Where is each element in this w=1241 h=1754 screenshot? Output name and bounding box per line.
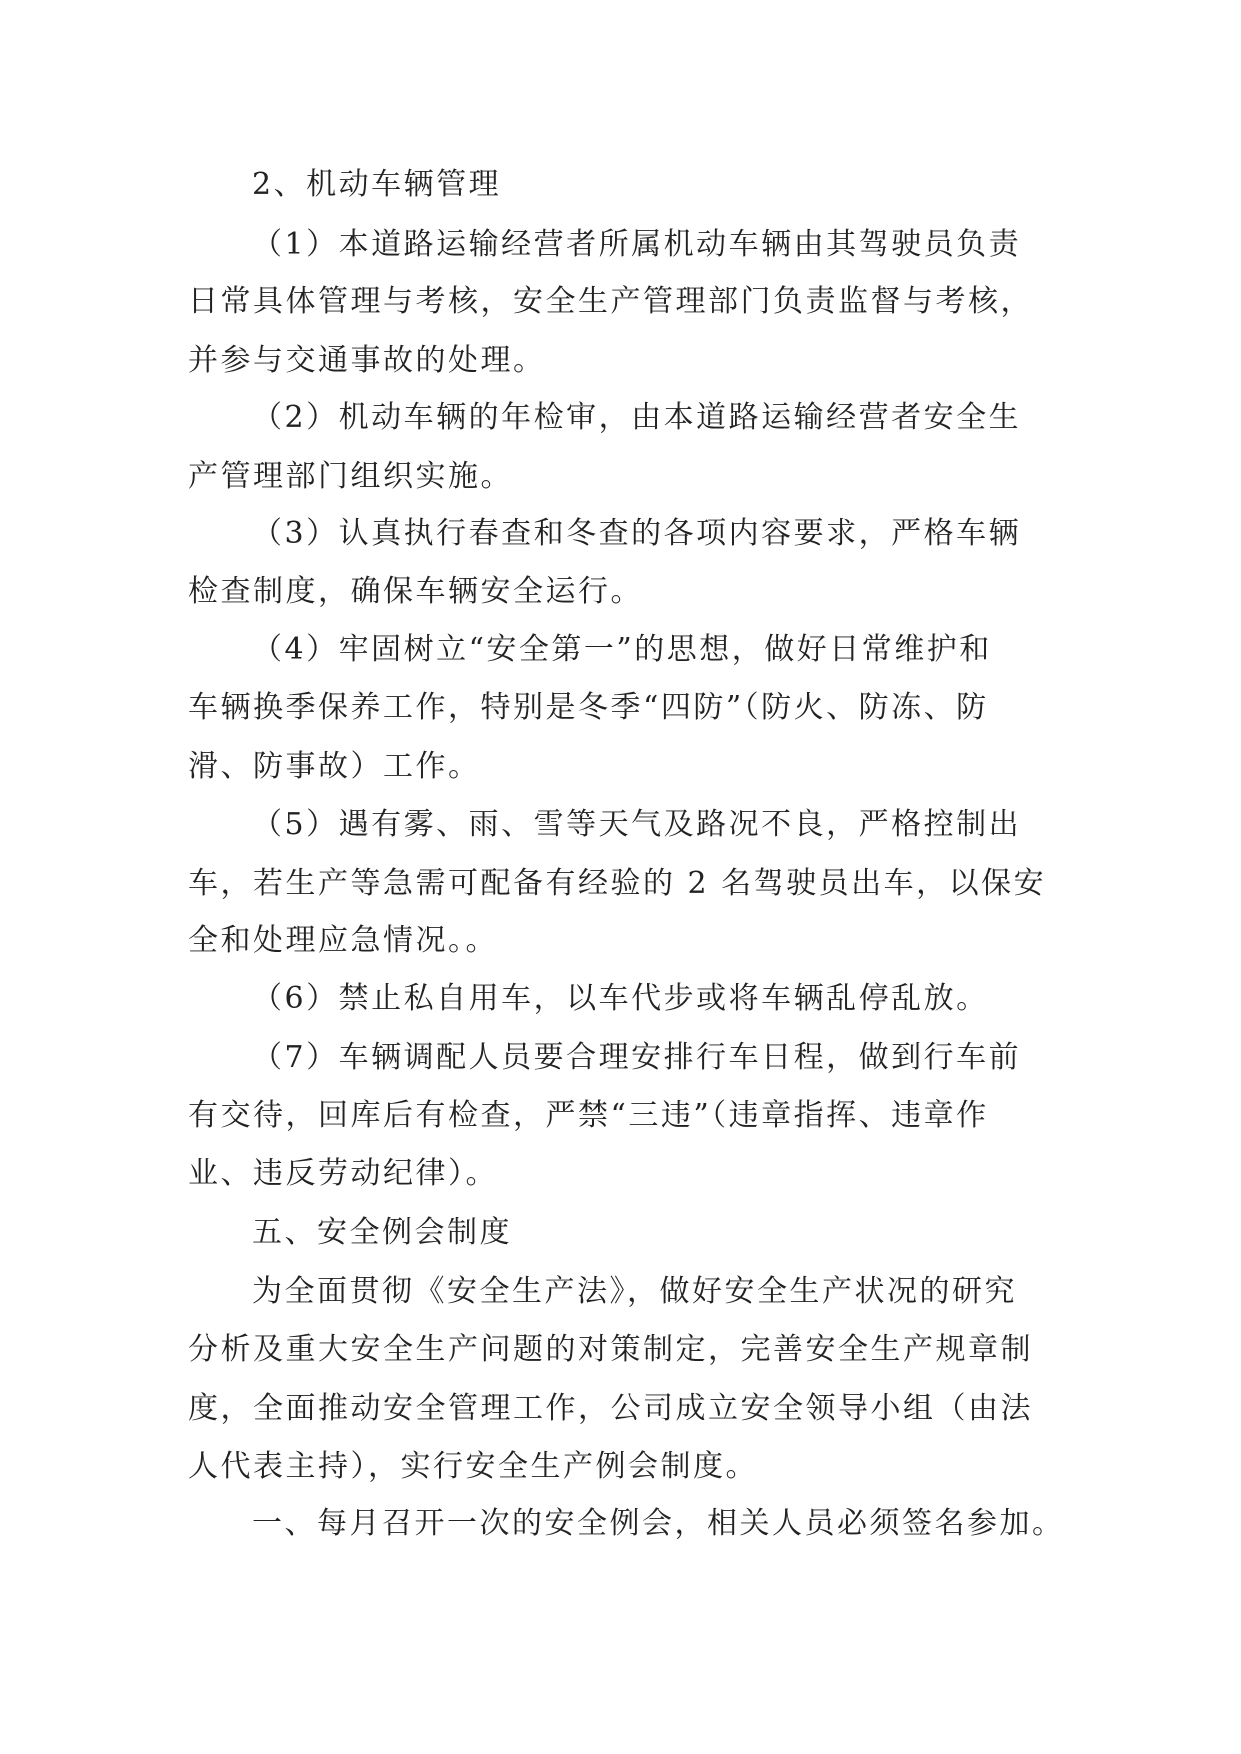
paragraph-line: 人代表主持），实行安全生产例会制度。 [188, 1449, 758, 1484]
paragraph-line: （1）本道路运输经营者所属机动车辆由其驾驶员负责 [252, 227, 1022, 262]
paragraph-line: 并参与交通事故的处理。 [188, 343, 546, 378]
paragraph-line: 分析及重大安全生产问题的对策制定，完善安全生产规章制 [188, 1332, 1033, 1367]
paragraph-line: （6）禁止私自用车，以车代步或将车辆乱停乱放。 [252, 981, 989, 1016]
paragraph-line: 日常具体管理与考核，安全生产管理部门负责监督与考核， [188, 284, 1033, 319]
paragraph-line: 车，若生产等急需可配备有经验的 2 名驾驶员出车，以保安 [188, 866, 1047, 901]
paragraph-line: （2）机动车辆的年检审，由本道路运输经营者安全生 [252, 400, 1022, 435]
paragraph-line: 产管理部门组织实施。 [188, 459, 513, 494]
section-heading-safety-meeting: 五、安全例会制度 [252, 1215, 512, 1250]
paragraph-line: 业、违反劳动纪律）。 [188, 1156, 498, 1191]
paragraph-line: 检查制度，确保车辆安全运行。 [188, 574, 643, 609]
paragraph-line: 一、每月召开一次的安全例会，相关人员必须签名参加。 [252, 1506, 1065, 1541]
paragraph-line: 有交待，回库后有检查，严禁“三违”（违章指挥、违章作 [188, 1098, 989, 1133]
paragraph-line: 为全面贯彻《安全生产法》，做好安全生产状况的研究 [252, 1274, 1017, 1309]
paragraph-line: 滑、防事故）工作。 [188, 749, 481, 784]
paragraph-line: 车辆换季保养工作，特别是冬季“四防”（防火、防冻、防 [188, 690, 989, 725]
paragraph-line: （4）牢固树立“安全第一”的思想，做好日常维护和 [252, 632, 992, 667]
paragraph-line: 度，全面推动安全管理工作，公司成立安全领导小组（由法 [188, 1391, 1033, 1426]
paragraph-line: 全和处理应急情况。。 [188, 923, 498, 958]
paragraph-line: （5）遇有雾、雨、雪等天气及路况不良，严格控制出 [252, 807, 1022, 842]
paragraph-line: （7）车辆调配人员要合理安排行车日程，做到行车前 [252, 1040, 1022, 1075]
paragraph-line: （3）认真执行春查和冬查的各项内容要求，严格车辆 [252, 516, 1022, 551]
section-heading-vehicle-management: 2、机动车辆管理 [252, 167, 502, 202]
